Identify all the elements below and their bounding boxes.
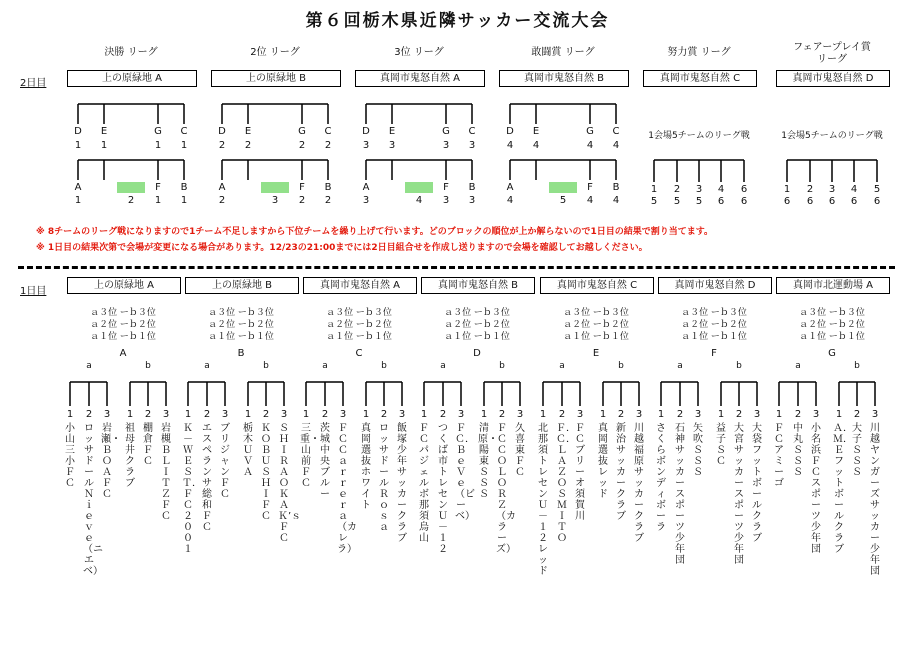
- group-letter-E: E: [592, 348, 600, 359]
- rr-a: 3: [828, 184, 836, 195]
- team-name: 棚倉ＦＣ: [143, 423, 153, 467]
- seed-letter: C: [612, 126, 620, 137]
- team-entry: [378, 409, 399, 533]
- seed-rank: 3: [271, 195, 279, 206]
- team-entry: [64, 409, 76, 489]
- team-entry: [615, 409, 627, 522]
- seed-rank: 3: [362, 195, 370, 206]
- team-seed: 3: [457, 409, 465, 420]
- seed-letter: B: [468, 182, 476, 193]
- seed-letter: E: [532, 126, 540, 137]
- pairing-line: ａ３位 ーｂ３位: [799, 308, 865, 318]
- league-title-line: 努力賞 リーグ: [667, 47, 731, 58]
- team-name: ＦＣパジェルボ那須烏山: [419, 423, 429, 544]
- venue-box-day1-G: 真岡市北運動場 A: [776, 277, 890, 294]
- team-entry: [556, 409, 577, 544]
- seed-letter: C: [180, 126, 188, 137]
- league-caption: 1会場5チームのリーグ戦: [648, 131, 750, 141]
- team-entry: [692, 409, 704, 478]
- team-name: 茨城中央 ブルー: [320, 423, 340, 500]
- seed-letter: B: [612, 182, 620, 193]
- league-caption: 1会場5チームのリーグ戦: [781, 131, 883, 141]
- rr-b: 6: [740, 196, 748, 207]
- team-name: 川越福原サッカークラブ: [634, 423, 644, 544]
- team-name: ＫＯＢＵＳＨＩ ＦＣ: [261, 423, 281, 522]
- team-name: 飯塚少年サッカークラブ: [397, 423, 407, 544]
- subgroup-a: a: [204, 361, 210, 371]
- team-name: ＦＣ アミーゴ: [774, 423, 794, 489]
- rr-a: 1: [783, 184, 791, 195]
- team-entry: [124, 409, 136, 489]
- seed-letter: E: [100, 126, 108, 137]
- league-title-4: [629, 47, 769, 59]
- seed-rank: 4: [532, 140, 540, 151]
- seed-letter: A: [218, 182, 226, 193]
- team-entry: [851, 409, 863, 478]
- team-name: 栃木ＵＶＡ: [243, 423, 253, 478]
- team-seed: 2: [794, 409, 802, 420]
- team-name: 大袋フットボールクラブ: [752, 423, 762, 544]
- league-title-line: 決勝 リーグ: [104, 47, 158, 58]
- rr-b: 5: [650, 196, 658, 207]
- team-seed: 1: [126, 409, 134, 420]
- pairing-line: ａ２位 ーｂ２位: [208, 320, 274, 330]
- group-letter-C: C: [355, 348, 363, 359]
- team-name: 岩槻 ＢＬＩＴＺ ＦＣ: [161, 423, 181, 522]
- venue-box-day2-4: 真岡市鬼怒自然 C: [643, 70, 757, 87]
- team-entry: [597, 409, 609, 500]
- league-title-2: [349, 47, 489, 59]
- team-seed: 1: [184, 409, 192, 420]
- seed-letter: A: [506, 182, 514, 193]
- team-name: さくらボンディボーラ: [656, 423, 666, 533]
- team-seed: 3: [516, 409, 524, 420]
- seed-letter: D: [218, 126, 226, 137]
- team-seed: 1: [66, 409, 74, 420]
- venue-box-day2-1: 上の原緑地 B: [211, 70, 341, 87]
- league-title-line: フェアープレイ賞: [793, 42, 871, 53]
- team-seed: 3: [753, 409, 761, 420]
- team-entry: [437, 409, 449, 555]
- team-seed: 2: [498, 409, 506, 420]
- team-entry: [83, 409, 104, 577]
- subgroup-a: a: [322, 361, 328, 371]
- team-name: 久喜東ＦＣ: [515, 423, 525, 478]
- team-name: エスペランサ総和ＦＣ: [202, 423, 212, 533]
- team-seed: 3: [162, 409, 170, 420]
- team-seed: 2: [853, 409, 861, 420]
- rr-b: 6: [828, 196, 836, 207]
- rr-a: 2: [806, 184, 814, 195]
- group-letter-A: A: [119, 348, 127, 359]
- rr-a: 3: [695, 184, 703, 195]
- team-name: 真岡選抜レッド: [598, 423, 608, 500]
- pairing-line: ａ２位 ーｂ２位: [444, 320, 510, 330]
- team-seed: 3: [812, 409, 820, 420]
- pairing-line: ａ１位 ーｂ１位: [563, 332, 629, 342]
- seed-rank: 3: [388, 140, 396, 151]
- seed-rank: 4: [506, 195, 514, 206]
- seed-rank: 1: [180, 140, 188, 151]
- team-seed: 3: [221, 409, 229, 420]
- team-seed: 2: [262, 409, 270, 420]
- team-name: Ｋ－ＷＥＳＴ．ＦＣ２００１: [182, 423, 202, 555]
- team-seed: 3: [871, 409, 879, 420]
- team-seed: 2: [203, 409, 211, 420]
- team-seed: 1: [775, 409, 783, 420]
- team-entry: [537, 409, 558, 577]
- seed-letter: F: [443, 182, 449, 193]
- pairing-line: ａ１位 ーｂ１位: [326, 332, 392, 342]
- team-seed: 1: [599, 409, 607, 420]
- team-name: 矢吹ＳＳＳ: [693, 423, 703, 478]
- team-entry: [201, 409, 213, 533]
- team-name: ロッサドール Ｒｏｓａ: [379, 423, 399, 533]
- team-entry: [496, 409, 517, 555]
- seed-letter: D: [506, 126, 514, 137]
- team-entry: [242, 409, 254, 478]
- team-entry: [182, 409, 202, 555]
- group-letter-G: G: [828, 348, 836, 359]
- team-name: 川越ヤンガーズサッカー少年団: [870, 423, 880, 577]
- venue-box-day1-C: 真岡市鬼怒自然 A: [303, 277, 417, 294]
- team-entry: [418, 409, 430, 544]
- venue-box-day1-A: 上の原緑地 A: [67, 277, 181, 294]
- team-entry: [478, 409, 498, 500]
- seed-letter: E: [388, 126, 396, 137]
- pairing-line: ａ１位 ーｂ１位: [444, 332, 510, 342]
- team-seed: 1: [244, 409, 252, 420]
- team-seed: 1: [480, 409, 488, 420]
- seed-rank: 2: [218, 195, 226, 206]
- team-name: 大宮サッカースポーツ少年団: [734, 423, 744, 566]
- team-seed: 2: [85, 409, 93, 420]
- venue-box-day2-2: 真岡市鬼怒自然 A: [355, 70, 485, 87]
- league-title-line: リーグ: [817, 54, 847, 65]
- rr-a: 6: [740, 184, 748, 195]
- seed-rank: 4: [415, 195, 423, 206]
- venue-box-day1-D: 真岡市鬼怒自然 B: [421, 277, 535, 294]
- rr-b: 5: [695, 196, 703, 207]
- team-entry: [360, 409, 372, 511]
- subgroup-b: b: [736, 361, 742, 371]
- league-title-5: [762, 42, 902, 66]
- team-name: 祖母井クラブ: [125, 423, 135, 489]
- seed-letter: F: [299, 182, 305, 193]
- seed-rank: 1: [100, 140, 108, 151]
- seed-rank: 1: [154, 195, 162, 206]
- pairing-line: ａ１位 ーｂ１位: [90, 332, 156, 342]
- subgroup-a: a: [86, 361, 92, 371]
- note-1: ※ 8チームのリーグ戦になりますので1チーム不足しますから下位チームを繰り上げて行います。どのブロックの順位が上か解らないので1日目の結果で割り当てます。: [36, 227, 714, 237]
- subgroup-b: b: [499, 361, 505, 371]
- team-name: Ａ．Ｍ．Ｅフットボールクラブ: [833, 423, 853, 555]
- team-name: 清原・陽東ＳＳＳ: [478, 423, 498, 500]
- team-seed: 1: [835, 409, 843, 420]
- team-entry: [773, 409, 794, 489]
- team-entry: [219, 409, 231, 500]
- team-entry: [674, 409, 686, 566]
- league-title-line: 敢闘賞 リーグ: [531, 47, 595, 58]
- seed-rank: 2: [298, 140, 306, 151]
- seed-rank: 4: [586, 140, 594, 151]
- seed-rank: 4: [506, 140, 514, 151]
- team-entry: [633, 409, 645, 544]
- subgroup-a: a: [440, 361, 446, 371]
- venue-box-day2-0: 上の原緑地 A: [67, 70, 197, 87]
- team-name: 中丸ＳＳＳ: [793, 423, 803, 478]
- team-entry: [514, 409, 526, 478]
- team-name: ＦＣブリーオ須賀川: [575, 423, 585, 522]
- seed-letter: A: [362, 182, 370, 193]
- day1-label: 1日目: [20, 286, 47, 297]
- seed-letter: C: [324, 126, 332, 137]
- pairing-line: ａ３位 ーｂ３位: [326, 308, 392, 318]
- pairing-line: ａ１位 ーｂ１位: [208, 332, 274, 342]
- team-name: 益子ＳＣ: [716, 423, 726, 467]
- seed-letter: G: [586, 126, 594, 137]
- seed-rank: 1: [74, 195, 82, 206]
- team-seed: 3: [635, 409, 643, 420]
- team-entry: [733, 409, 745, 566]
- page-title: 第６回栃木県近隣サッカー交流大会: [305, 11, 610, 31]
- pairing-line: ａ１位 ーｂ１位: [681, 332, 747, 342]
- team-seed: 3: [280, 409, 288, 420]
- rr-b: 6: [873, 196, 881, 207]
- seed-letter: E: [244, 126, 252, 137]
- rr-b: 6: [806, 196, 814, 207]
- subgroup-b: b: [145, 361, 151, 371]
- pairing-line: ａ３位 ーｂ３位: [563, 308, 629, 318]
- team-name: 新治サッカークラブ: [616, 423, 626, 522]
- subgroup-b: b: [263, 361, 269, 371]
- pairing-line: ａ３位 ーｂ３位: [208, 308, 274, 318]
- seed-letter: A: [74, 182, 82, 193]
- team-seed: 2: [144, 409, 152, 420]
- team-entry: [574, 409, 586, 522]
- team-seed: 3: [103, 409, 111, 420]
- note-2: ※ 1日目の結果次第で会場が変更になる場合があります。12/23の21:00までには2日目組合せを作成し送りますので会場を確認してお越しください。: [36, 243, 648, 253]
- group-letter-D: D: [473, 348, 481, 359]
- highlight-cell: [261, 182, 289, 193]
- seed-letter: D: [362, 126, 370, 137]
- team-name: 石神サッカースポーツ少年団: [675, 423, 685, 566]
- team-name: 岩瀬・ＢＯＡ ＦＣ: [101, 423, 122, 500]
- team-entry: [260, 409, 281, 522]
- team-name: ＦＣ．ＢｅＶｅ（ビーベ）: [455, 423, 475, 522]
- highlight-cell: [549, 182, 577, 193]
- team-seed: 2: [380, 409, 388, 420]
- team-entry: [337, 409, 358, 555]
- team-seed: 2: [558, 409, 566, 420]
- league-title-line: 2位 リーグ: [250, 47, 300, 58]
- seed-rank: 2: [324, 140, 332, 151]
- team-entry: [715, 409, 727, 467]
- team-name: 小山三小ＦＣ: [65, 423, 75, 489]
- team-name: ロッサドール Ｎｉｅｖｅ（ニエベ）: [83, 423, 104, 577]
- pairing-line: ａ３位 ーｂ３位: [681, 308, 747, 318]
- seed-letter: B: [180, 182, 188, 193]
- team-entry: [833, 409, 853, 555]
- team-entry: [101, 409, 122, 500]
- pairing-line: ａ２位 ーｂ２位: [799, 320, 865, 330]
- seed-rank: 2: [244, 140, 252, 151]
- team-name: ブリジャンＦＣ: [220, 423, 230, 500]
- team-name: つくば市トレセンＵ－１２: [438, 423, 448, 555]
- seed-rank: 1: [180, 195, 188, 206]
- team-seed: 1: [657, 409, 665, 420]
- team-name: 小名浜ＦＣスポーツ少年団: [811, 423, 821, 555]
- team-entry: [300, 409, 320, 489]
- team-entry: [319, 409, 340, 500]
- seed-rank: 5: [559, 195, 567, 206]
- pairing-line: ａ２位 ーｂ２位: [681, 320, 747, 330]
- team-seed: 2: [439, 409, 447, 420]
- rr-a: 1: [650, 184, 658, 195]
- team-name: 大子ＳＳＳ: [852, 423, 862, 478]
- team-seed: 1: [362, 409, 370, 420]
- rr-b: 5: [673, 196, 681, 207]
- seed-rank: 1: [74, 140, 82, 151]
- team-name: 三重・山前ＦＣ: [300, 423, 320, 489]
- subgroup-b: b: [854, 361, 860, 371]
- team-name: 北那須トレセンＵ－１２ レッド: [538, 423, 558, 577]
- seed-rank: 1: [154, 140, 162, 151]
- subgroup-a: a: [795, 361, 801, 371]
- team-entry: [655, 409, 667, 533]
- seed-rank: 4: [612, 195, 620, 206]
- highlight-cell: [405, 182, 433, 193]
- rr-a: 5: [873, 184, 881, 195]
- team-entry: [792, 409, 804, 478]
- seed-rank: 2: [218, 140, 226, 151]
- league-title-line: 3位 リーグ: [394, 47, 444, 58]
- rr-b: 6: [783, 196, 791, 207]
- pairing-line: ａ２位 ーｂ２位: [90, 320, 156, 330]
- team-seed: 2: [617, 409, 625, 420]
- team-seed: 1: [717, 409, 725, 420]
- seed-rank: 3: [442, 195, 450, 206]
- team-seed: 2: [321, 409, 329, 420]
- venue-box-day1-E: 真岡市鬼怒自然 C: [540, 277, 654, 294]
- team-name: ＳＨＩＲＡＯＫＡ Ｋ’ｓ ＦＣ: [278, 423, 302, 544]
- pairing-line: ａ３位 ーｂ３位: [90, 308, 156, 318]
- venue-box-day1-F: 真岡市鬼怒自然 D: [658, 277, 772, 294]
- group-letter-B: B: [237, 348, 245, 359]
- seed-rank: 3: [468, 195, 476, 206]
- seed-letter: G: [154, 126, 162, 137]
- team-name: Ｆ．Ｃ．ＬＡＺＯＳ ＭＩＴＯ: [556, 423, 577, 544]
- team-entry: [160, 409, 181, 522]
- team-seed: 3: [398, 409, 406, 420]
- day2-label: 2日目: [20, 78, 47, 89]
- team-entry: [278, 409, 302, 544]
- seed-rank: 2: [298, 195, 306, 206]
- highlight-cell: [117, 182, 145, 193]
- team-seed: 2: [735, 409, 743, 420]
- team-seed: 1: [302, 409, 310, 420]
- pairing-line: ａ２位 ーｂ２位: [326, 320, 392, 330]
- pairing-line: ａ２位 ーｂ２位: [563, 320, 629, 330]
- seed-letter: D: [74, 126, 82, 137]
- subgroup-b: b: [381, 361, 387, 371]
- team-seed: 3: [339, 409, 347, 420]
- seed-letter: G: [442, 126, 450, 137]
- venue-box-day2-5: 真岡市鬼怒自然 D: [776, 70, 890, 87]
- rr-a: 4: [717, 184, 725, 195]
- seed-rank: 2: [324, 195, 332, 206]
- group-letter-F: F: [711, 348, 717, 359]
- seed-letter: F: [587, 182, 593, 193]
- team-entry: [810, 409, 822, 555]
- team-name: ＦＣ ＣＯＬＯＲＺ（カラーズ）: [496, 423, 517, 555]
- team-name: ＦＣ Ｃａｒｒｅｒａ（カレラ）: [337, 423, 358, 555]
- rr-a: 4: [850, 184, 858, 195]
- seed-letter: G: [298, 126, 306, 137]
- seed-rank: 3: [468, 140, 476, 151]
- team-entry: [396, 409, 408, 544]
- team-entry: [142, 409, 154, 467]
- team-seed: 1: [420, 409, 428, 420]
- league-title-3: [493, 47, 633, 59]
- seed-rank: 2: [127, 195, 135, 206]
- team-seed: 3: [576, 409, 584, 420]
- subgroup-a: a: [677, 361, 683, 371]
- team-entry: [751, 409, 763, 544]
- team-seed: 1: [539, 409, 547, 420]
- pairing-line: ａ３位 ーｂ３位: [444, 308, 510, 318]
- pairing-line: ａ１位 ーｂ１位: [799, 332, 865, 342]
- seed-rank: 4: [586, 195, 594, 206]
- team-seed: 2: [676, 409, 684, 420]
- seed-rank: 3: [362, 140, 370, 151]
- subgroup-a: a: [559, 361, 565, 371]
- subgroup-b: b: [618, 361, 624, 371]
- seed-rank: 3: [442, 140, 450, 151]
- venue-box-day2-3: 真岡市鬼怒自然 B: [499, 70, 629, 87]
- seed-letter: B: [324, 182, 332, 193]
- seed-letter: F: [155, 182, 161, 193]
- rr-b: 6: [717, 196, 725, 207]
- team-entry: [455, 409, 475, 522]
- team-seed: 3: [694, 409, 702, 420]
- league-title-1: [205, 47, 345, 59]
- team-name: 真岡選抜ホワイト: [361, 423, 371, 511]
- rr-a: 2: [673, 184, 681, 195]
- league-title-0: [61, 47, 201, 59]
- venue-box-day1-B: 上の原緑地 B: [185, 277, 299, 294]
- seed-letter: C: [468, 126, 476, 137]
- team-entry: [869, 409, 881, 577]
- seed-rank: 4: [612, 140, 620, 151]
- rr-b: 6: [850, 196, 858, 207]
